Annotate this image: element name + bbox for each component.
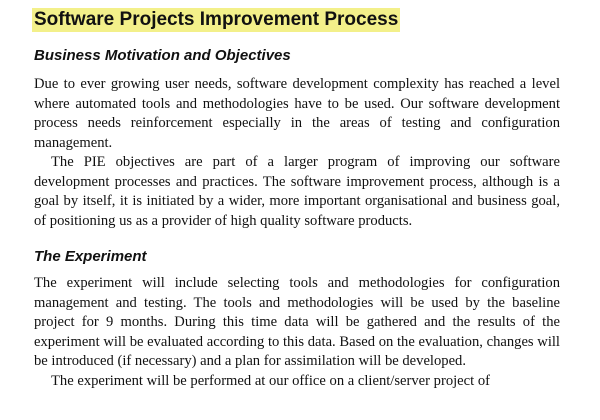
section-body-business-motivation — [34, 75, 560, 231]
document-page — [34, 8, 560, 391]
page-title: Software Projects Improvement Process — [34, 9, 399, 30]
paragraph: The experiment will include selecting tools and methodologies for configuration management and testing. The tools and methodologies will be used by the baseline project for 9 months. During this time data will be gathered and the results of the experiment will be evaluated according to this data. Based on the evaluation, changes will be introduced (if necessary) and a plan for assimilation will be developed. — [34, 275, 560, 369]
paragraph: The experiment will be performed at our office on a client/server project of — [51, 372, 490, 389]
paragraph: The PIE objectives are part of a larger program of improving our software development processes and practices. The software improvement process, although is a goal by itself, it is initiated by a wider, more important organisational and business goal, of positioning us as a provider of high quality software products. — [34, 154, 560, 229]
section-heading-business-motivation: Business Motivation and Objectives — [34, 47, 291, 64]
section-body-the-experiment — [34, 274, 560, 391]
section-heading-the-experiment: The Experiment — [34, 248, 147, 265]
paragraph: Due to ever growing user needs, software development complexity has reached a level where automated tools and methodologies have to be used. Our software development process needs reinforcement especially in the areas of testing and configuration management. — [34, 76, 560, 151]
